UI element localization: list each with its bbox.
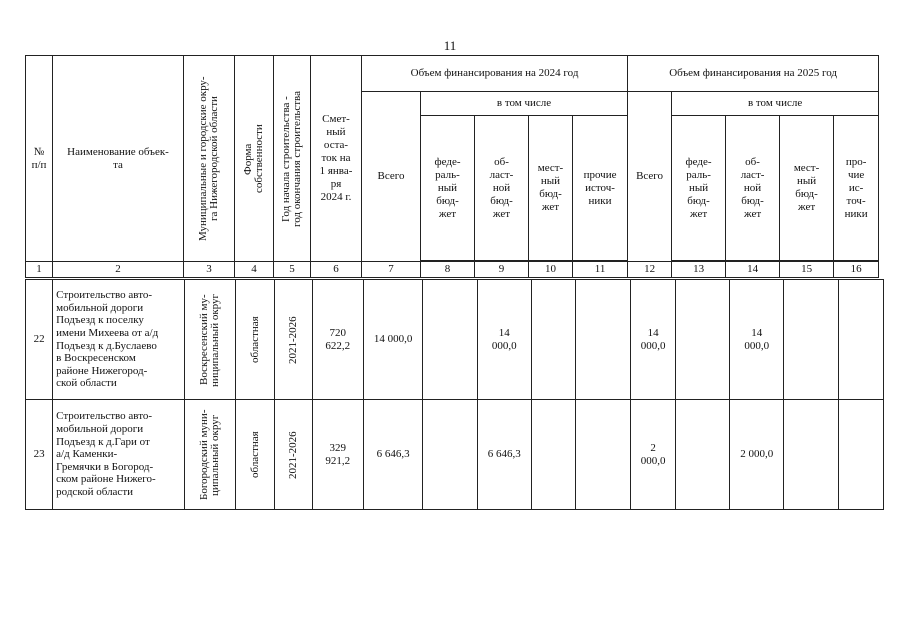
header-federal-2024: феде- раль- ный бюд- жет — [421, 116, 475, 261]
remaining: 720 622,2 — [312, 280, 363, 400]
header-funding-2025: Объем финансирования на 2025 год — [628, 56, 879, 92]
object-name: Строительство авто- мобильной дороги Подъезд к д.Гари от а/д Каменки- Гремячки в Богород- ском районе Нижего- родской области — [53, 400, 185, 510]
col-number: 15 — [780, 262, 834, 278]
total-2024: 6 646,3 — [363, 400, 422, 510]
col-number: 12 — [628, 262, 672, 278]
federal-2024 — [423, 400, 477, 510]
row-num: 22 — [26, 280, 53, 400]
table-row — [26, 400, 884, 510]
header-including-2024: в том числе — [421, 92, 628, 116]
ownership: областная — [236, 280, 275, 400]
col-number: 6 — [311, 262, 362, 278]
col-number: 16 — [834, 262, 879, 278]
local-2024 — [531, 400, 575, 510]
years: 2021-2026 — [275, 280, 312, 400]
other-2024 — [576, 280, 631, 400]
col-number: 7 — [362, 262, 421, 278]
col-number: 1 — [26, 262, 53, 278]
regional-2025: 14 000,0 — [730, 280, 784, 400]
col-number: 13 — [672, 262, 726, 278]
regional-2025: 2 000,0 — [730, 400, 784, 510]
header-local-2024: мест- ный бюд- жет — [529, 116, 573, 261]
header-name: Наименование объек- та — [53, 56, 184, 262]
local-2025 — [784, 400, 838, 510]
col-number: 14 — [726, 262, 780, 278]
header-other-2025: про- чие ис- точ- ники — [834, 116, 879, 261]
header-municipality: Муниципальные и городские окру- га Нижегородской области — [184, 56, 235, 262]
regional-2024: 6 646,3 — [477, 400, 531, 510]
header-local-2025: мест- ный бюд- жет — [780, 116, 834, 261]
row-num: 23 — [26, 400, 53, 510]
col-number: 4 — [235, 262, 274, 278]
table-row — [26, 280, 884, 400]
other-2024 — [576, 400, 631, 510]
total-2025: 14 000,0 — [631, 280, 675, 400]
federal-2024 — [423, 280, 477, 400]
header-remaining: Смет- ный оста- ток на 1 янва- ря 2024 г. — [311, 56, 362, 262]
page-number: 11 — [443, 38, 457, 53]
remaining: 329 921,2 — [312, 400, 363, 510]
total-2025: 2 000,0 — [631, 400, 675, 510]
header-ownership: Форма собственности — [235, 56, 274, 262]
header-regional-2024: об- ласт- ной бюд- жет — [475, 116, 529, 261]
object-name: Строительство авто- мобильной дороги Подъезд к поселку имени Михеева от а/д Подъезд к д.Буслаево в Воскресенском районе Нижегород- ской области — [53, 280, 185, 400]
funding-table-body — [25, 279, 884, 510]
total-2024: 14 000,0 — [363, 280, 422, 400]
municipality: Воскресенский му- ниципальный округ — [184, 280, 235, 400]
col-number: 10 — [529, 262, 573, 278]
header-num: № п/п — [26, 56, 53, 262]
municipality: Богородский муни- ципальный округ — [184, 400, 235, 510]
other-2025 — [838, 280, 883, 400]
col-number: 9 — [475, 262, 529, 278]
years: 2021-2026 — [275, 400, 312, 510]
funding-table-header — [25, 55, 884, 278]
local-2024 — [531, 280, 575, 400]
header-regional-2025: об- ласт- ной бюд- жет — [726, 116, 780, 261]
col-number: 8 — [421, 262, 475, 278]
header-total-2024: Всего — [362, 92, 421, 262]
header-years: Год начала строительства - год окончания строительства — [274, 56, 311, 262]
ownership: областная — [236, 400, 275, 510]
other-2025 — [838, 400, 883, 510]
header-including-2025: в том числе — [672, 92, 879, 116]
column-numbers-row — [26, 262, 885, 278]
regional-2024: 14 000,0 — [477, 280, 531, 400]
federal-2025 — [675, 280, 729, 400]
col-number: 11 — [573, 262, 628, 278]
col-number: 3 — [184, 262, 235, 278]
col-number: 2 — [53, 262, 184, 278]
col-number: 5 — [274, 262, 311, 278]
header-other-2024: прочие источ- ники — [573, 116, 628, 261]
header-funding-2024: Объем финансирования на 2024 год — [362, 56, 628, 92]
header-federal-2025: феде- раль- ный бюд- жет — [672, 116, 726, 261]
local-2025 — [784, 280, 838, 400]
header-total-2025: Всего — [628, 92, 672, 262]
federal-2025 — [675, 400, 729, 510]
